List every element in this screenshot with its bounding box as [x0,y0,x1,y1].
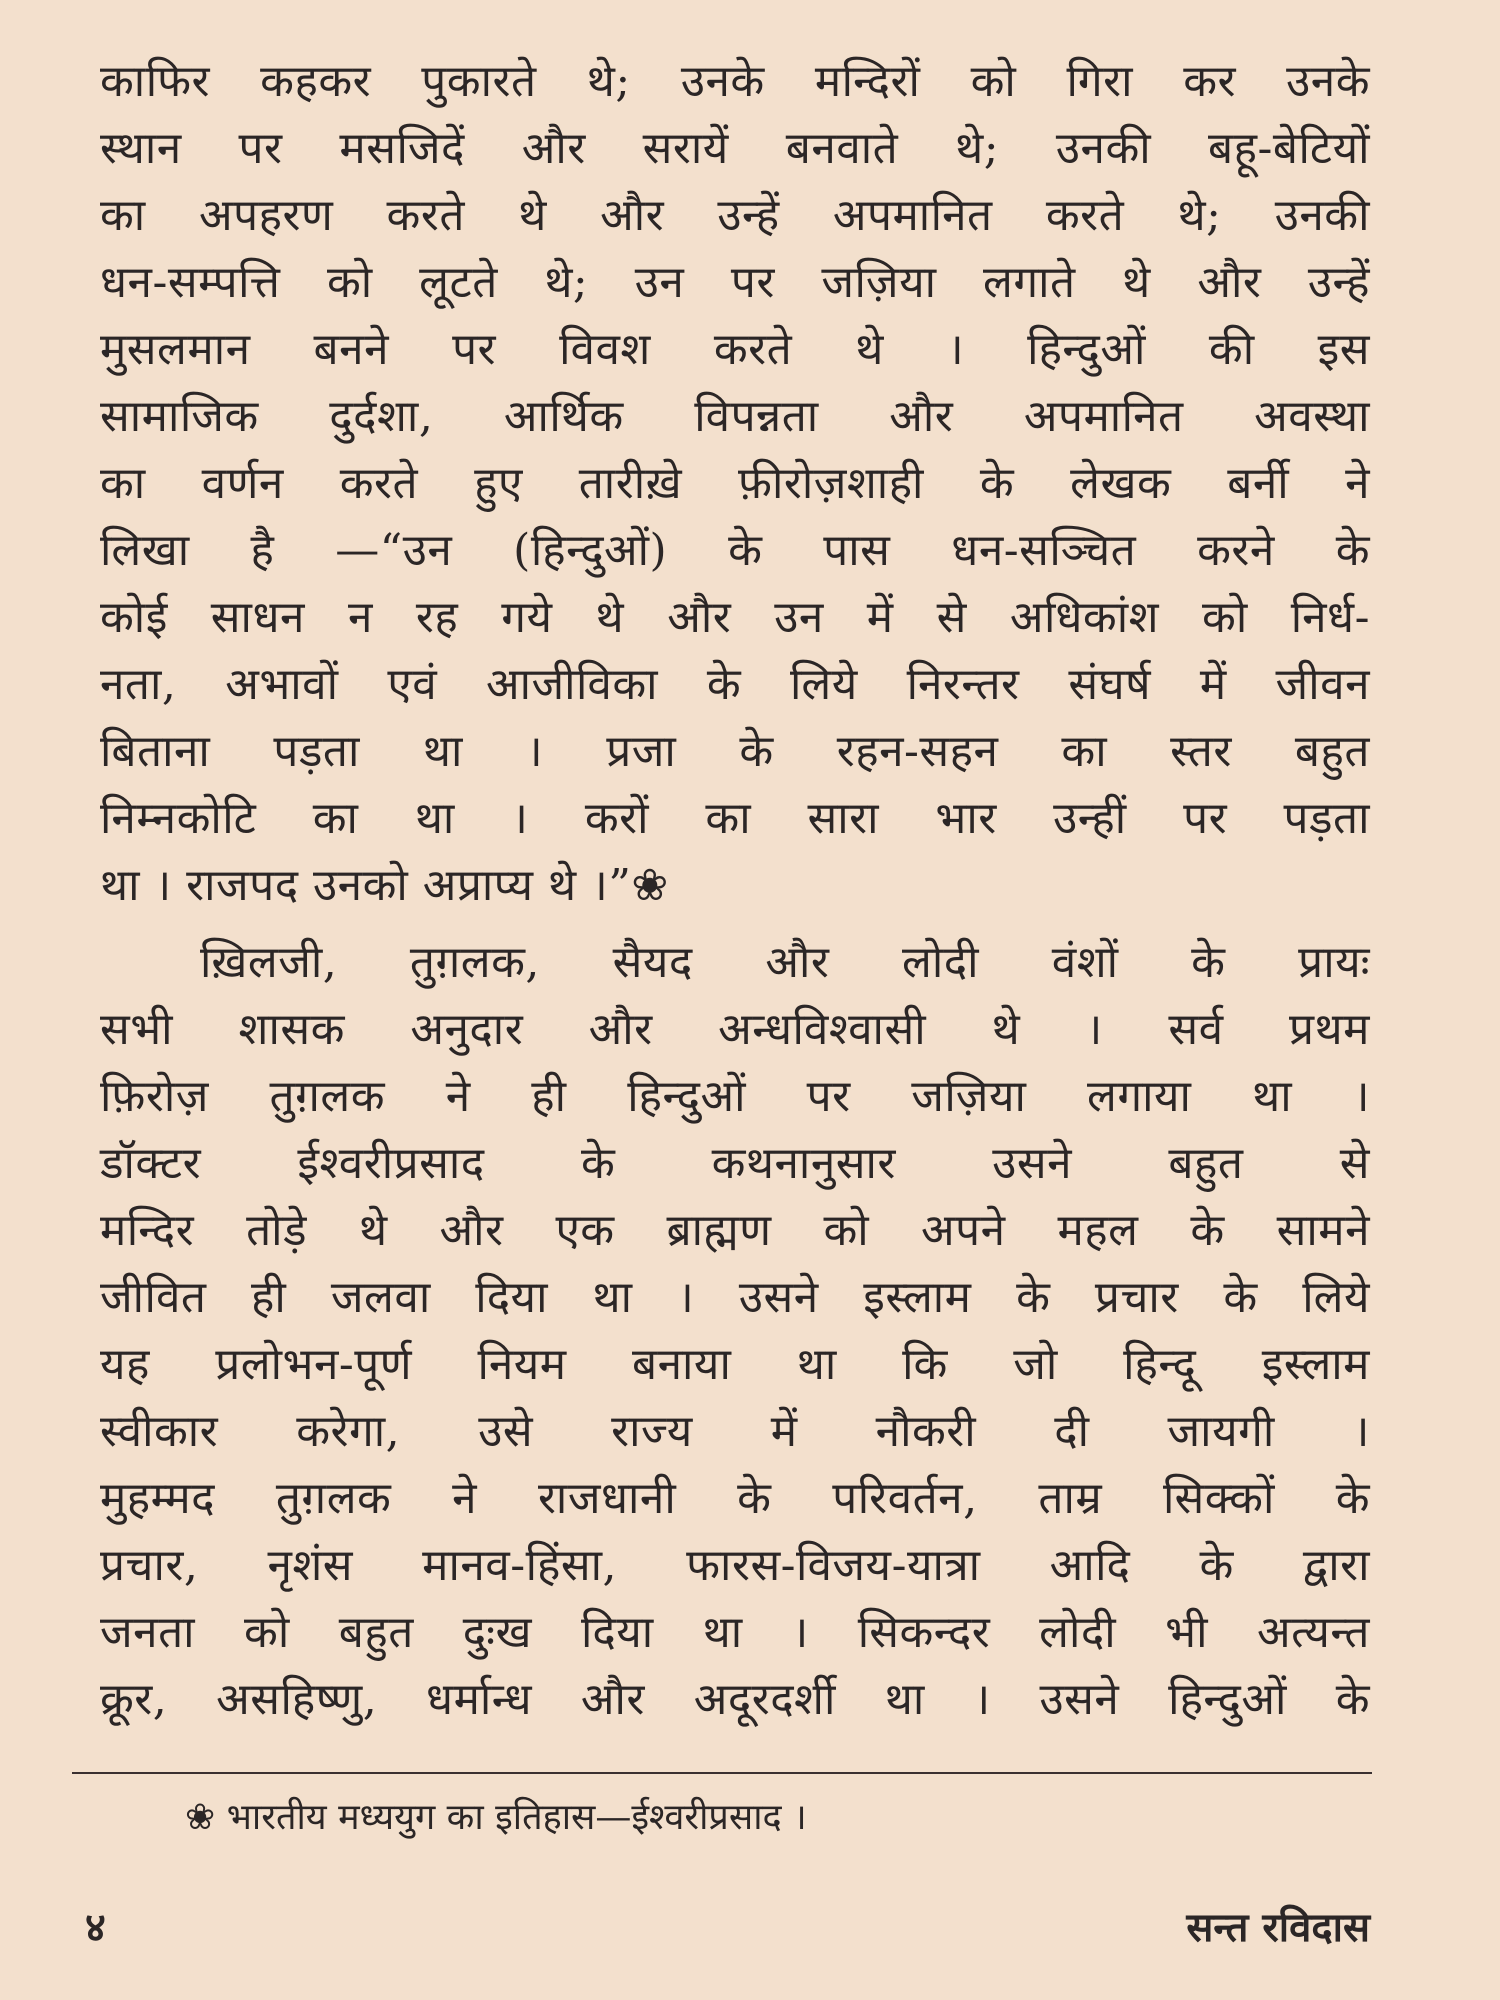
text-line: यह प्रलोभन-पूर्ण नियम बनाया था कि जो हिन्दू इस्लाम [100,1339,1370,1390]
text-line: मुसलमान बनने पर विवश करते थे । हिन्दुओं की इस [100,324,1370,375]
text-line: ख़िलजी, तुग़लक, सैयद और लोदी वंशों के प्रायः [200,937,1370,988]
text-line: जीवित ही जलवा दिया था । उसने इस्लाम के प्रचार के लिये [100,1272,1370,1323]
text-line: बिताना पड़ता था । प्रजा के रहन-सहन का स्तर बहुत [100,726,1370,777]
paragraph-2 [100,929,1370,1733]
page-number: ४ [85,1904,106,1951]
text-line: सामाजिक दुर्दशा, आर्थिक विपन्नता और अपमानित अवस्था [100,391,1370,442]
text-line: कोई साधन न रह गये थे और उन में से अधिकांश को निर्ध- [100,592,1370,643]
text-line: फ़िरोज़ तुग़लक ने ही हिन्दुओं पर जज़िया लगाया था । [100,1071,1370,1122]
body-text [100,48,1370,1733]
text-line: का वर्णन करते हुए तारीख़े फ़ीरोज़शाही के लेखक बर्नी ने [100,458,1370,509]
footnote-divider [72,1772,1372,1774]
text-line: मुहम्मद तुग़लक ने राजधानी के परिवर्तन, ताम्र सिक्कों के [100,1473,1370,1524]
text-line: स्वीकार करेगा, उसे राज्य में नौकरी दी जायगी । [100,1406,1370,1457]
text-line: क्रूर, असहिष्णु, धर्मान्ध और अदूरदर्शी था । उसने हिन्दुओं के [100,1674,1370,1725]
text-line: था । राजपद उनको अप्राप्य थे ।”❀ [100,860,669,911]
text-line: स्थान पर मसजिदें और सरायें बनवाते थे; उनकी बहू-बेटियों [100,123,1370,174]
text-line: लिखा है —“उन (हिन्दुओं) के पास धन-सञ्चित करने के [100,525,1370,576]
text-line: जनता को बहुत दुःख दिया था । सिकन्दर लोदी भी अत्यन्त [100,1607,1370,1658]
text-line: धन-सम्पत्ति को लूटते थे; उन पर जज़िया लगाते थे और उन्हें [100,257,1370,308]
text-line: निम्नकोटि का था । करों का सारा भार उन्हीं पर पड़ता [100,793,1370,844]
footnote: ❀ भारतीय मध्ययुग का इतिहास—ईश्वरीप्रसाद । [185,1797,807,1838]
text-line: मन्दिर तोड़े थे और एक ब्राह्मण को अपने महल के सामने [100,1205,1370,1256]
text-line: डॉक्टर ईश्वरीप्रसाद के कथनानुसार उसने बहुत से [100,1138,1370,1189]
text-line: सभी शासक अनुदार और अन्धविश्वासी थे । सर्व प्रथम [100,1004,1370,1055]
text-line: काफिर कहकर पुकारते थे; उनके मन्दिरों को गिरा कर उनके [100,56,1370,107]
text-line: नता, अभावों एवं आजीविका के लिये निरन्तर संघर्ष में जीवन [100,659,1370,710]
text-line: का अपहरण करते थे और उन्हें अपमानित करते थे; उनकी [100,190,1370,241]
text-line: प्रचार, नृशंस मानव-हिंसा, फारस-विजय-यात्रा आदि के द्वारा [100,1540,1370,1591]
running-title: सन्त रविदास [1186,1904,1370,1951]
